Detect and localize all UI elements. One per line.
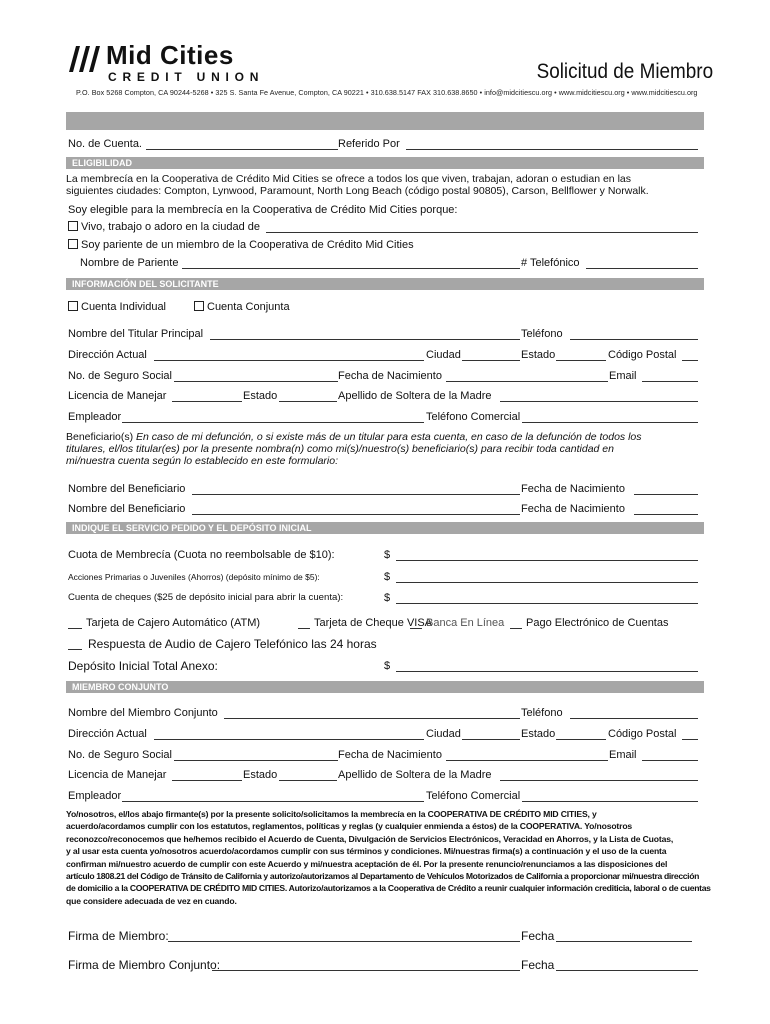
relative-name-row [66, 256, 702, 272]
member-signature-field[interactable] [168, 941, 520, 942]
ssn-row [66, 369, 702, 385]
atm-label: Tarjeta de Cajero Automático (ATM) [86, 617, 261, 629]
contact-line: P.O. Box 5268 Compton, CA 90244-5268 • 325 S. Santa Fe Avenue, Compton, CA 90221 • 310.638.5147 FAX 310.638.8650 • info@midcitiescu.org • www.midcitiescu.org • www.midcitiescu.org [76, 88, 698, 97]
joint-license-row [66, 768, 702, 784]
bill-pay-blank[interactable] [510, 628, 522, 629]
beneficiary-dob-field[interactable] [634, 494, 698, 495]
city-label: Ciudad [426, 349, 461, 361]
eligibility-reason-label: Soy elegible para la membrecía en la Cooperativa de Crédito Mid Cities porque: [68, 204, 458, 216]
joint-signature-field[interactable] [212, 970, 520, 971]
beneficiary-dob-label: Fecha de Nacimiento [521, 503, 625, 515]
joint-address-field[interactable] [154, 739, 424, 740]
audio-response-label: Respuesta de Audio de Cajero Telefónico las 24 horas [88, 637, 377, 651]
joint-license-field[interactable] [172, 780, 242, 781]
beneficiary-dob-field[interactable] [634, 514, 698, 515]
relative-name-field[interactable] [182, 268, 520, 269]
relative-option-label: Soy pariente de un miembro de la Cooperativa de Crédito Mid Cities [81, 239, 414, 251]
joint-address-row [66, 727, 702, 743]
joint-name-row [66, 706, 702, 722]
joint-employer-field[interactable] [122, 801, 424, 802]
ssn-label: No. de Seguro Social [68, 370, 172, 382]
checking-row [66, 591, 702, 607]
joint-work-phone-label: Teléfono Comercial [426, 790, 521, 802]
dob-label: Fecha de Nacimiento [338, 370, 442, 382]
beneficiary-row-2 [66, 502, 702, 518]
applicant-section-title: INFORMACIÓN DEL SOLICITANTE [66, 278, 704, 290]
beneficiary-row-1 [66, 482, 702, 498]
beneficiary-label: Beneficiario(s) [66, 431, 134, 443]
license-label: Licencia de Manejar [68, 390, 167, 402]
relative-checkbox[interactable] [68, 239, 78, 249]
joint-member-section-title: MIEMBRO CONJUNTO [66, 681, 704, 693]
joint-license-label: Licencia de Manejar [68, 769, 167, 781]
individual-account-label: Cuenta Individual [81, 301, 167, 313]
relative-name-label: Nombre de Pariente [80, 257, 179, 269]
address-field[interactable] [154, 360, 424, 361]
dollar-sign: $ [384, 660, 391, 672]
eligibility-section-title: ELIGIBILIDAD [66, 157, 704, 169]
joint-zip-label: Código Postal [608, 728, 677, 740]
shares-row [66, 570, 702, 586]
eligibility-live-row [66, 220, 702, 236]
beneficiary-text-line-2: titulares, el/los titular(es) por la presente nombra(n) como mi(s)/nuestro(s) beneficiario(s) para recibir toda cantidad en [66, 443, 614, 455]
joint-account-label: Cuenta Conjunta [207, 301, 290, 313]
member-signature-date-label: Fecha [521, 929, 555, 943]
beneficiary-name-field[interactable] [192, 514, 520, 515]
employer-field[interactable] [122, 422, 424, 423]
member-signature-row [66, 929, 702, 945]
joint-license-state-label: Estado [243, 769, 278, 781]
membership-fee-label: Cuota de Membrecía (Cuota no reembolsable de $10): [68, 549, 335, 561]
legal-line: y al usar esta cuenta yo/nosotros acuerdo/acordamos cumplir con sus términos y condiciones. Mi/nuestras firma(s) a continuación y el uso de la cuenta [66, 846, 667, 857]
live-option-label: Vivo, trabajo o adoro en la ciudad de [81, 221, 260, 233]
joint-dob-label: Fecha de Nacimiento [338, 749, 442, 761]
joint-name-label: Nombre del Miembro Conjunto [68, 707, 218, 719]
primary-name-field[interactable] [210, 339, 520, 340]
eligibility-intro [66, 173, 706, 197]
joint-name-field[interactable] [224, 718, 520, 719]
legal-agreement-text [66, 808, 711, 907]
beneficiary-dob-label: Fecha de Nacimiento [521, 483, 625, 495]
joint-city-label: Ciudad [426, 728, 461, 740]
dob-field[interactable] [446, 381, 608, 382]
state-field[interactable] [556, 360, 606, 361]
zip-field[interactable] [682, 360, 698, 361]
joint-state-label: Estado [521, 728, 556, 740]
form-title: Solicitud de Miembro [536, 60, 713, 83]
maiden-name-field[interactable] [500, 401, 698, 402]
header-bar [66, 112, 704, 130]
address-label: Dirección Actual [68, 349, 147, 361]
dollar-sign: $ [384, 571, 391, 583]
joint-city-field[interactable] [462, 739, 520, 740]
beneficiary-name-field[interactable] [192, 494, 520, 495]
joint-phone-label: Teléfono [521, 707, 563, 719]
account-number-field[interactable] [146, 149, 338, 150]
atm-blank[interactable] [68, 628, 82, 629]
legal-line: acuerdo/acordamos cumplir con los estatutos, reglamentos, políticas y reglas (y cualquier enmienda a éstos) de la COOPERATIVA. Yo/nosotros [66, 821, 633, 832]
employer-row [66, 410, 702, 426]
email-label: Email [609, 370, 637, 382]
logo-name: Mid Cities [106, 40, 234, 70]
joint-dob-field[interactable] [446, 760, 608, 761]
relative-phone-label: # Telefónico [521, 257, 580, 269]
work-phone-field[interactable] [522, 422, 698, 423]
joint-signature-label: Firma de Miembro Conjunto: [68, 958, 221, 972]
eligibility-intro-line-1: La membrecía en la Cooperativa de Crédito Mid Cities se ofrece a todos los que viven, trabajan, adoran o estudian en las [66, 173, 631, 185]
services-section-title: INDIQUE EL SERVICIO PEDIDO Y EL DEPÓSITO INICIAL [66, 522, 704, 534]
eligibility-reason-row [66, 203, 702, 219]
beneficiary-statement [66, 431, 706, 467]
joint-email-field[interactable] [642, 760, 698, 761]
license-row [66, 389, 702, 405]
referred-by-field[interactable] [406, 149, 698, 150]
account-row [66, 137, 702, 153]
legal-line: que considere adecuada de vez en cuando. [66, 895, 237, 906]
joint-employer-label: Empleador [68, 790, 122, 802]
mid-cities-logo [66, 40, 296, 86]
audio-response-row [66, 637, 702, 653]
joint-ssn-field[interactable] [174, 760, 338, 761]
legal-line: artículo 1808.21 del Código de Tránsito de California y autorizo/autorizamos al Departamento de Vehículos Motorizados de California a proporcionar mi/nuestra dirección [66, 871, 700, 882]
maiden-name-label: Apellido de Soltera de la Madre [338, 390, 492, 402]
bill-pay-label: Pago Electrónico de Cuentas [526, 617, 669, 629]
checking-field[interactable] [396, 603, 698, 604]
total-deposit-label: Depósito Inicial Total Anexo: [68, 659, 218, 673]
joint-maiden-name-label: Apellido de Soltera de la Madre [338, 769, 492, 781]
address-row [66, 348, 702, 364]
beneficiary-text-line-3: mi/nuestra cuenta según lo establecido en este formulario: [66, 455, 338, 467]
relative-phone-field[interactable] [586, 268, 698, 269]
joint-employer-row [66, 789, 702, 805]
beneficiary-name-label: Nombre del Beneficiario [68, 503, 186, 515]
primary-phone-label: Teléfono [521, 328, 563, 340]
license-field[interactable] [172, 401, 242, 402]
online-banking-blank[interactable] [410, 628, 422, 629]
work-phone-label: Teléfono Comercial [426, 411, 521, 423]
employer-label: Empleador [68, 411, 122, 423]
service-options-row [66, 616, 702, 632]
eligibility-relative-row [66, 238, 702, 254]
joint-work-phone-field[interactable] [522, 801, 698, 802]
license-state-label: Estado [243, 390, 278, 402]
member-signature-label: Firma de Miembro: [68, 929, 169, 943]
individual-account-checkbox[interactable] [68, 301, 78, 311]
email-field[interactable] [642, 381, 698, 382]
online-banking-label: Banca En Línea [426, 617, 505, 629]
audio-response-blank[interactable] [68, 649, 82, 650]
account-number-label: No. de Cuenta. [68, 138, 142, 150]
ssn-field[interactable] [174, 381, 338, 382]
joint-zip-field[interactable] [682, 739, 698, 740]
joint-signature-date-field[interactable] [556, 970, 698, 971]
membership-fee-field[interactable] [396, 560, 698, 561]
joint-signature-row [66, 958, 702, 974]
joint-signature-date-label: Fecha [521, 958, 555, 972]
zip-label: Código Postal [608, 349, 677, 361]
joint-maiden-name-field[interactable] [500, 780, 698, 781]
joint-address-label: Dirección Actual [68, 728, 147, 740]
legal-line: de domicilio a la COOPERATIVA DE CRÉDITO MID CITIES. Autorizo/autorizamos a la Cooperativa de Crédito a reunir cualquier información crediticia, laboral o de cuentas [66, 883, 711, 894]
joint-email-label: Email [609, 749, 637, 761]
shares-field[interactable] [396, 582, 698, 583]
referred-by-label: Referido Por [338, 138, 400, 150]
live-city-field[interactable] [266, 232, 698, 233]
joint-ssn-row [66, 748, 702, 764]
beneficiary-name-label: Nombre del Beneficiario [68, 483, 186, 495]
account-type-row [66, 300, 702, 316]
total-deposit-field[interactable] [396, 671, 698, 672]
license-state-field[interactable] [279, 401, 337, 402]
primary-phone-field[interactable] [570, 339, 698, 340]
primary-name-label: Nombre del Titular Principal [68, 328, 204, 340]
total-deposit-row [66, 659, 702, 675]
eligibility-intro-line-2: siguientes ciudades: Compton, Lynwood, Paramount, North Long Beach (código postal 90805), Carson, Bellflower y Norwalk. [66, 185, 649, 197]
legal-line: Yo/nosotros, el/los abajo firmante(s) por la presente solicito/solicitamos la membrecía en la COOPERATIVA DE CRÉDITO MID CITIES, y [66, 809, 597, 819]
legal-line: confirman mi/nuestro acuerdo de cumplir con este Acuerdo y mi/nuestra aceptación de él. Por la presente renuncio/renunciamos a las disposiciones del [66, 858, 668, 869]
joint-account-checkbox[interactable] [194, 301, 204, 311]
membership-fee-row [66, 548, 702, 564]
dollar-sign: $ [384, 592, 391, 604]
member-signature-date-field[interactable] [556, 941, 692, 942]
city-field[interactable] [462, 360, 520, 361]
shares-label: Acciones Primarias o Juveniles (Ahorros) (depósito mínimo de $5): [68, 572, 320, 582]
logo-mark-icon [66, 44, 102, 72]
joint-ssn-label: No. de Seguro Social [68, 749, 172, 761]
joint-phone-field[interactable] [570, 718, 698, 719]
beneficiary-text-line-1: En caso de mi defunción, o si existe más de un titular para esta cuenta, en caso de la defunción de todos los [136, 431, 642, 443]
visa-label: Tarjeta de Cheque VISA [314, 617, 433, 629]
checking-label: Cuenta de cheques ($25 de depósito inicial para abrir la cuenta): [68, 592, 344, 603]
visa-blank[interactable] [298, 628, 310, 629]
joint-license-state-field[interactable] [279, 780, 337, 781]
logo-subtitle: CREDIT UNION [108, 70, 265, 84]
primary-name-row [66, 327, 702, 343]
joint-state-field[interactable] [556, 739, 606, 740]
legal-line: reconozco/reconocemos que he/hemos recibido el Acuerdo de Cuenta, Divulgación de Servicios Electrónicos, Veracidad en Ahorros, y la Lista de Cuotas, [66, 833, 674, 844]
state-label: Estado [521, 349, 556, 361]
dollar-sign: $ [384, 549, 391, 561]
live-checkbox[interactable] [68, 221, 78, 231]
